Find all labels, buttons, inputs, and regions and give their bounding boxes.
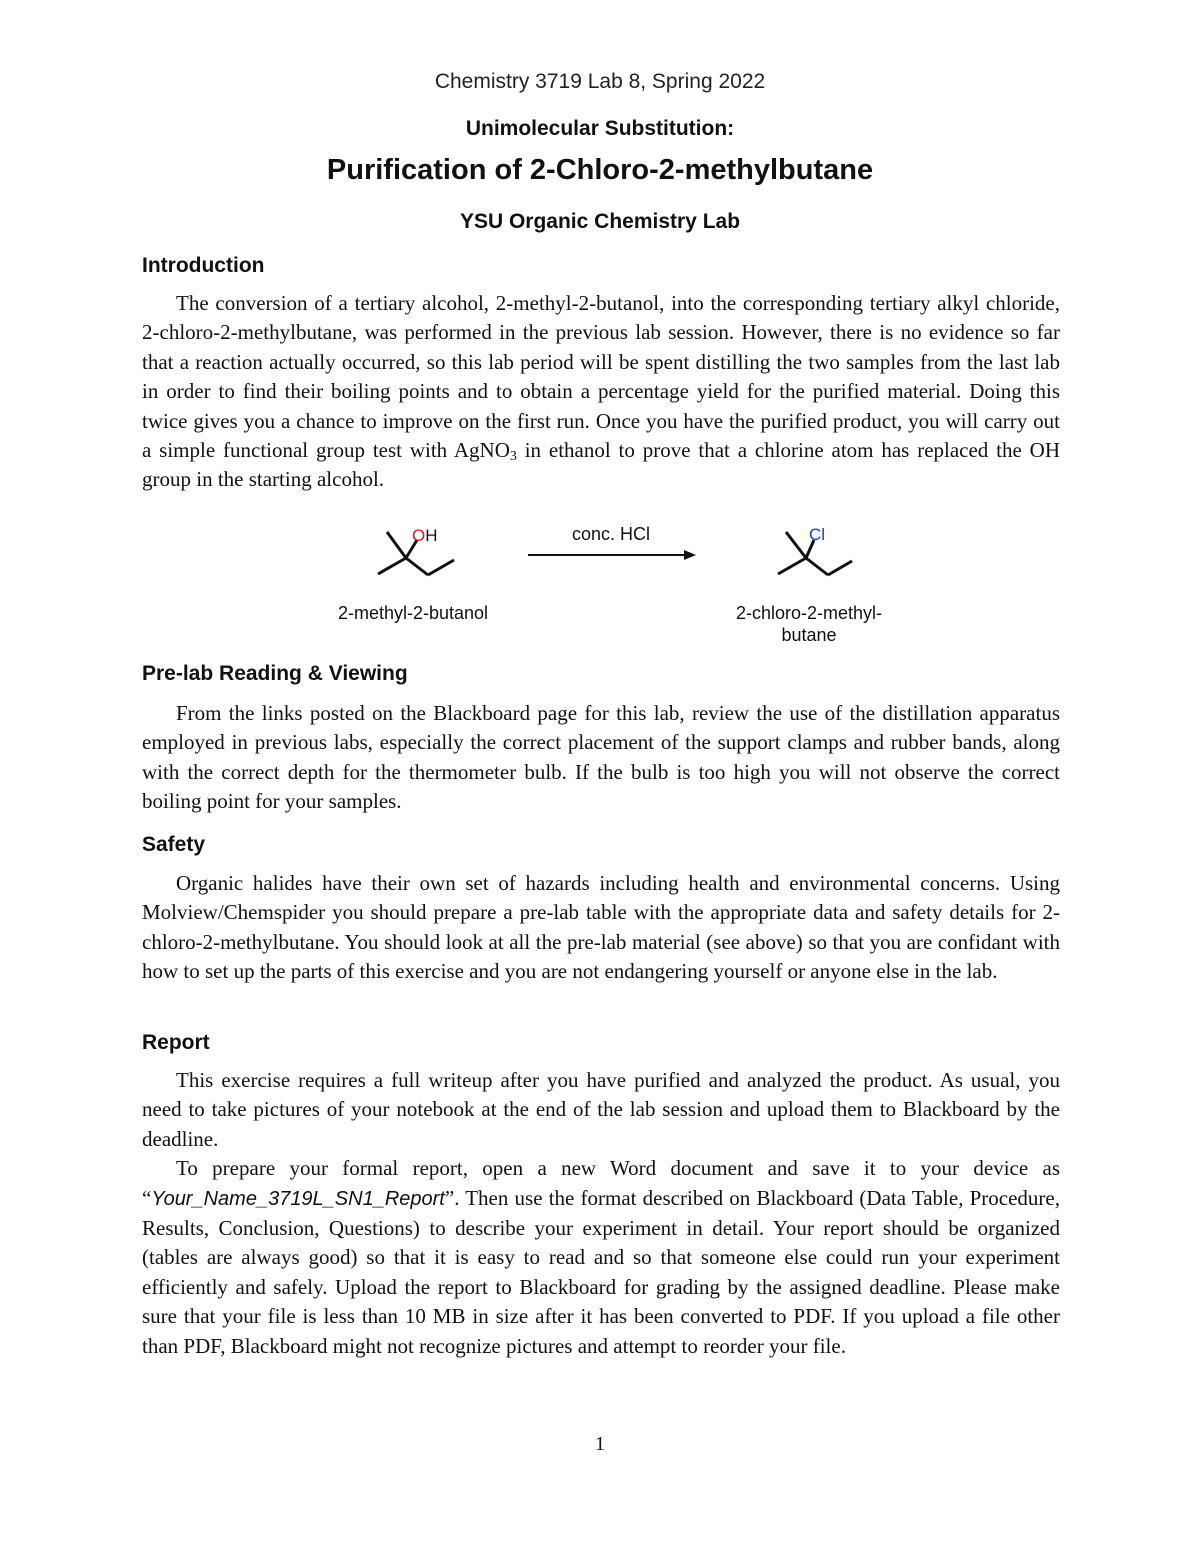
reactant-bond-upper xyxy=(387,532,406,558)
prelab-paragraph xyxy=(142,699,1060,817)
product-bond-upper xyxy=(786,532,806,558)
introduction-text-1: The conversion of a tertiary alcohol, 2-methyl-2-butanol, into the corresponding tertiary alkyl chloride, 2-chloro-2-methylbutane, was performed in the previous lab session. However, there is no evidence so far that a reaction actually occurred, so this lab period will be spent distilling the two samples from the last lab in order to find their boiling points and to obtain a percentage yield for the purified material. Doing this twice gives you a chance to improve on the first run. Once you have the purified product, you will carry out a simple functional group test with xyxy=(142,291,1060,463)
reagent-label: conc. HCl xyxy=(571,524,651,544)
product-bond-lower-right xyxy=(806,558,828,575)
product-structure xyxy=(778,525,852,575)
report-filename: Your_Name_3719L_SN1_Report xyxy=(151,1187,445,1210)
chlorine-atom: Cl xyxy=(809,525,826,544)
introduction-heading: Introduction xyxy=(142,254,265,277)
product-name-line-1: 2-chloro-2-methyl- xyxy=(735,603,883,623)
course-header: Chemistry 3719 Lab 8, Spring 2022 xyxy=(434,70,766,93)
reactant-bond-left xyxy=(378,558,406,574)
product-name xyxy=(714,602,904,646)
reaction-arrow xyxy=(528,550,696,560)
page-number: 1 xyxy=(595,1433,605,1455)
reactant-structure xyxy=(378,526,454,575)
reactant-bond-ethyl xyxy=(428,560,454,575)
product-bond-left xyxy=(778,558,806,574)
report-paragraph-1: This exercise requires a full writeup after you have purified and analyzed the product. As usual, you need to take pictures of your notebook at the end of the lab session and upload them to Blackboard by the deadline. xyxy=(142,1068,1060,1151)
document-title: Purification of 2-Chloro-2-methylbutane xyxy=(326,154,874,186)
product-name-line-2: butane xyxy=(781,625,837,645)
reaction-scheme xyxy=(0,510,1200,660)
document-subtitle: Unimolecular Substitution: xyxy=(465,117,735,140)
report-paragraphs xyxy=(142,1066,1060,1361)
reactant-bond-lower-right xyxy=(406,558,428,575)
product-bond-ethyl xyxy=(828,561,852,575)
arrow-head xyxy=(684,550,696,560)
safety-paragraph xyxy=(142,869,1060,987)
hydroxyl-group: OH xyxy=(412,526,438,545)
report-paragraph-2: To prepare your formal report, open a new Word document and save it to your device as “Your_Name_3719L_SN1_Report”. Then use the format described on Blackboard (Data Table, Procedure, Results, Conclusion, Questions) to describe your experiment in detail. Your report should be organized (tables are always good) so that it is easy to read and so that someone else could run your experiment efficiently and safely. Upload the report to Blackboard for grading by the assigned deadline. Please make sure that your file is less than 10 MB in size after it has been converted to PDF. If you upload a file other than PDF, Blackboard might not recognize pictures and attempt to reorder your file. xyxy=(142,1156,1060,1358)
oxygen-atom: O xyxy=(412,526,426,545)
introduction-paragraph xyxy=(142,289,1060,495)
prelab-heading: Pre-lab Reading & Viewing xyxy=(142,662,408,685)
safety-heading: Safety xyxy=(142,833,206,856)
reactant-name: 2-methyl-2-butanol xyxy=(337,603,489,623)
report-heading: Report xyxy=(142,1031,210,1054)
silver-nitrate-formula: AgNO$_3$ xyxy=(453,438,517,465)
prelab-text: From the links posted on the Blackboard page for this lab, review the use of the distillation apparatus employed in previous labs, especially the correct placement of the support clamps and rubber bands, along with the correct depth for the thermometer bulb. If the bulb is too high you will not observe the correct boiling point for your samples. xyxy=(142,701,1060,814)
safety-text: Organic halides have their own set of hazards including health and environmental concerns. Using Molview/Chemspider you should prepare a pre-lab table with the appropriate data and safety details for 2-chloro-2-methylbutane. You should look at all the pre-lab material (see above) so that you are confidant with how to set up the parts of this exercise and you are not endangering yourself or anyone else in the lab. xyxy=(142,871,1060,984)
organization-name: YSU Organic Chemistry Lab xyxy=(459,210,741,233)
introduction-text-2: in ethanol to prove that a chlorine atom has replaced the OH group in the starting alcohol. xyxy=(142,438,1060,492)
